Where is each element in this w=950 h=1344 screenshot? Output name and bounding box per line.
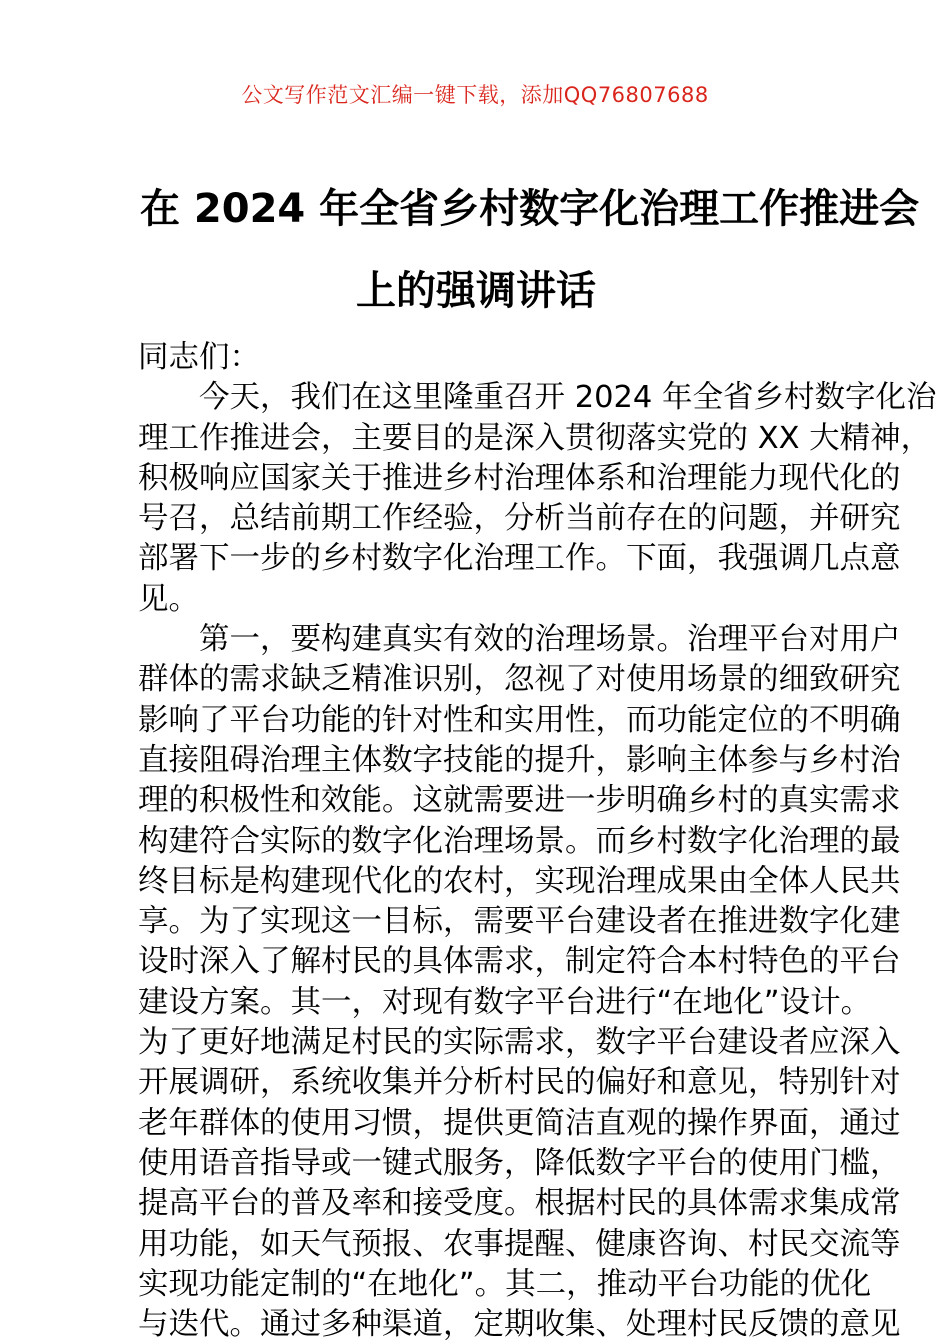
body-line: 理工作推进会，主要目的是深入贯彻落实党的 XX 大精神， [138,420,932,456]
body-line: 用功能，如天气预报、农事提醒、健康咨询、村民交流等 [138,1226,901,1262]
body-line: 开展调研，系统收集并分析村民的偏好和意见，特别针对 [138,1065,901,1101]
body-line: 设时深入了解村民的具体需求，制定符合本村特色的平台 [138,944,901,980]
body-line: 实现功能定制的“在地化”。其二，推动平台功能的优化 [138,1266,872,1302]
body-line: 理的积极性和效能。这就需要进一步明确乡村的真实需求 [138,783,901,819]
body-line: 老年群体的使用习惯，提供更简洁直观的操作界面，通过 [138,1105,901,1141]
promo-header-text: 公文写作范文汇编一键下载，添加QQ76807688 [241,83,709,107]
body-line: 第一，要构建真实有效的治理场景。治理平台对用户 [199,622,901,658]
page-title-line-2: 上的强调讲话 [356,268,596,314]
page-title-line-1: 在 2024 年全省乡村数字化治理工作推进会 [140,186,920,232]
body-line: 见。 [138,581,199,617]
body-line: 直接阻碍治理主体数字技能的提升，影响主体参与乡村治 [138,742,901,778]
body-line: 享。为了实现这一目标，需要平台建设者在推进数字化建 [138,904,901,940]
body-line: 提高平台的普及率和接受度。根据村民的具体需求集成常 [138,1186,901,1222]
body-line: 今天，我们在这里隆重召开 2024 年全省乡村数字化治 [199,380,937,416]
body-line: 终目标是构建现代化的农村，实现治理成果由全体人民共 [138,863,901,899]
body-line: 群体的需求缺乏精准识别，忽视了对使用场景的细致研究 [138,662,901,698]
body-line: 积极响应国家关于推进乡村治理体系和治理能力现代化的 [138,460,901,496]
page-title [140,168,920,332]
body-line: 与迭代。通过多种渠道，定期收集、处理村民反馈的意见 [138,1307,901,1343]
body-line: 使用语音指导或一键式服务，降低数字平台的使用门槛， [138,1145,901,1181]
body-line: 为了更好地满足村民的实际需求，数字平台建设者应深入 [138,1025,901,1061]
body-line: 部署下一步的乡村数字化治理工作。下面，我强调几点意 [138,541,901,577]
body-line: 影响了平台功能的针对性和实用性，而功能定位的不明确 [138,702,901,738]
salutation: 同志们： [138,340,260,375]
body-line: 号召，总结前期工作经验，分析当前存在的问题，并研究 [138,501,901,537]
body-line: 构建符合实际的数字化治理场景。而乡村数字化治理的最 [138,823,901,859]
document-body [138,338,937,1344]
body-paragraph-lines [138,378,937,1344]
body-line: 建设方案。其一，对现有数字平台进行“在地化”设计。 [138,984,872,1020]
